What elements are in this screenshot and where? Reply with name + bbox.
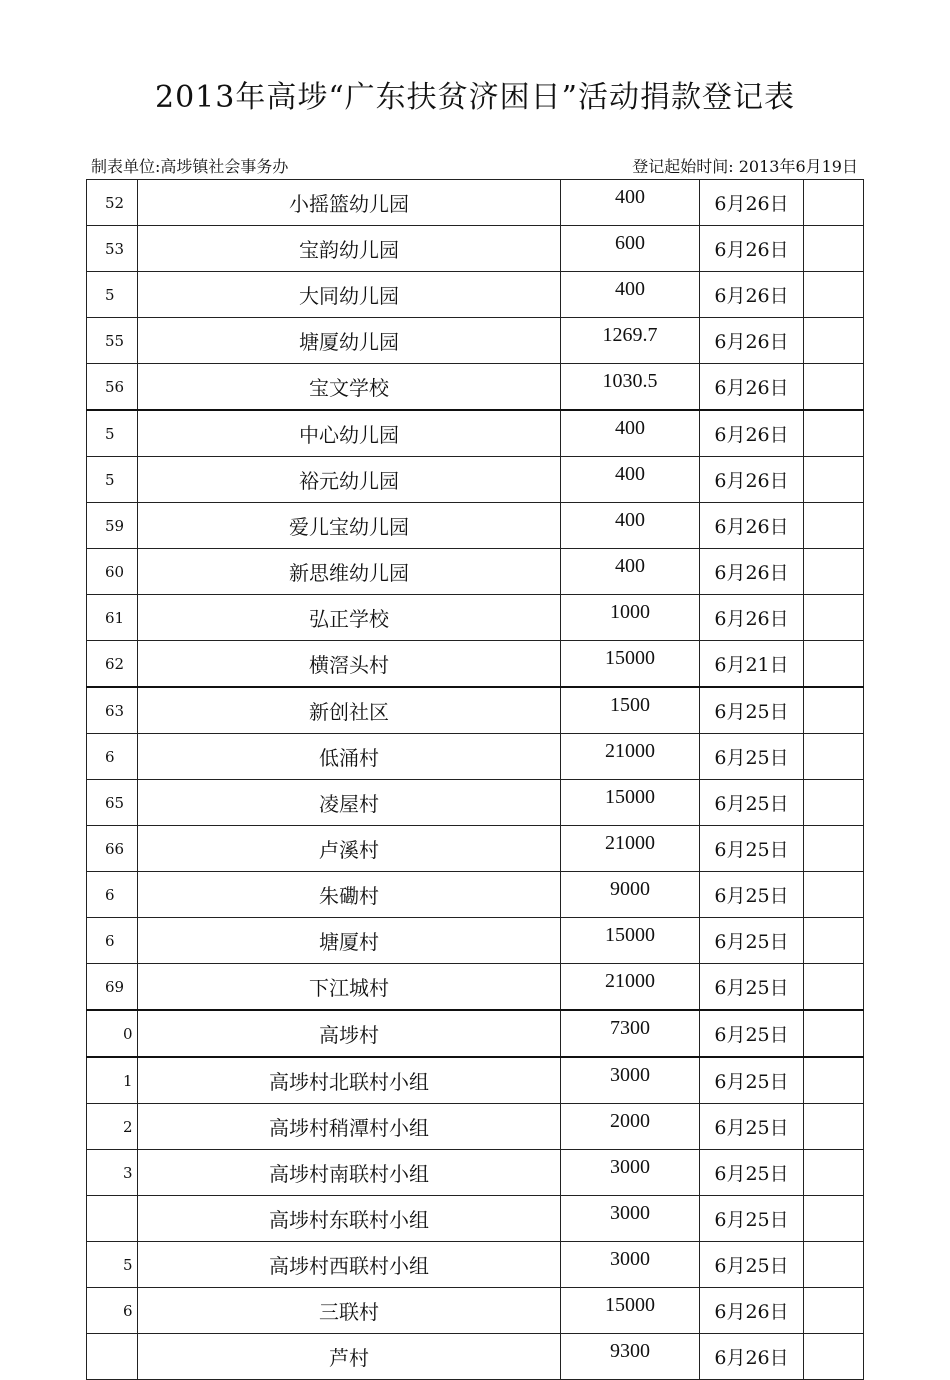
- row-number: 63: [87, 687, 138, 734]
- row-number: 60: [87, 549, 138, 595]
- row-number: 62: [87, 641, 138, 688]
- donation-date: 6月26日: [700, 272, 804, 318]
- row-number: 66: [87, 826, 138, 872]
- donor-name: 小摇篮幼儿园: [138, 180, 561, 226]
- donation-date: 6月26日: [700, 549, 804, 595]
- remarks-cell: [804, 226, 864, 272]
- remarks-cell: [804, 826, 864, 872]
- donation-amount: 15000: [561, 641, 700, 688]
- table-row: [87, 180, 864, 226]
- donor-name: 新创社区: [138, 687, 561, 734]
- donor-name: 芦村: [138, 1334, 561, 1380]
- donor-name: 宝韵幼儿园: [138, 226, 561, 272]
- row-number: 6: [87, 872, 138, 918]
- row-number: [87, 1334, 138, 1380]
- donor-name: 中心幼儿园: [138, 410, 561, 457]
- remarks-cell: [804, 1288, 864, 1334]
- table-row: [87, 734, 864, 780]
- remarks-cell: [804, 872, 864, 918]
- donation-amount: 1030.5: [561, 364, 700, 411]
- donor-name: 爱儿宝幼儿园: [138, 503, 561, 549]
- donor-name: 凌屋村: [138, 780, 561, 826]
- remarks-cell: [804, 1150, 864, 1196]
- row-number: [87, 1196, 138, 1242]
- donation-amount: 3000: [561, 1150, 700, 1196]
- table-row: [87, 1104, 864, 1150]
- prepared-by-unit: 制表单位:高埗镇社会事务办: [91, 157, 289, 176]
- table-row: [87, 272, 864, 318]
- remarks-cell: [804, 918, 864, 964]
- donor-name: 塘厦村: [138, 918, 561, 964]
- row-number: 1: [87, 1057, 138, 1104]
- table-row: [87, 364, 864, 411]
- remarks-cell: [804, 1057, 864, 1104]
- donation-date: 6月26日: [700, 364, 804, 411]
- remarks-cell: [804, 1010, 864, 1057]
- donor-name: 大同幼儿园: [138, 272, 561, 318]
- donation-amount: 7300: [561, 1010, 700, 1057]
- donation-amount: 2000: [561, 1104, 700, 1150]
- row-number: 53: [87, 226, 138, 272]
- remarks-cell: [804, 1242, 864, 1288]
- donation-ledger-table: [86, 179, 864, 1380]
- table-row: [87, 1288, 864, 1334]
- table-row: [87, 318, 864, 364]
- remarks-cell: [804, 734, 864, 780]
- table-row: [87, 687, 864, 734]
- donation-date: 6月25日: [700, 1010, 804, 1057]
- table-row: [87, 1242, 864, 1288]
- donation-amount: 400: [561, 457, 700, 503]
- donation-date: 6月26日: [700, 595, 804, 641]
- donation-amount: 1500: [561, 687, 700, 734]
- donation-amount: 1000: [561, 595, 700, 641]
- donation-date: 6月26日: [700, 457, 804, 503]
- donation-amount: 9300: [561, 1334, 700, 1380]
- table-row: [87, 1334, 864, 1380]
- donor-name: 高埗村: [138, 1010, 561, 1057]
- donation-amount: 15000: [561, 918, 700, 964]
- page-title: 2013年高埗“广东扶贫济困日”活动捐款登记表: [154, 80, 796, 115]
- donation-date: 6月25日: [700, 1150, 804, 1196]
- donation-amount: 21000: [561, 734, 700, 780]
- donation-date: 6月25日: [700, 872, 804, 918]
- row-number: 5: [87, 410, 138, 457]
- table-row: [87, 826, 864, 872]
- donor-name: 高埗村稍潭村小组: [138, 1104, 561, 1150]
- donation-amount: 600: [561, 226, 700, 272]
- donation-date: 6月25日: [700, 826, 804, 872]
- donor-name: 高埗村北联村小组: [138, 1057, 561, 1104]
- donation-date: 6月25日: [700, 780, 804, 826]
- donor-name: 卢溪村: [138, 826, 561, 872]
- remarks-cell: [804, 964, 864, 1011]
- remarks-cell: [804, 503, 864, 549]
- donor-name: 新思维幼儿园: [138, 549, 561, 595]
- row-number: 5: [87, 457, 138, 503]
- donation-date: 6月25日: [700, 734, 804, 780]
- remarks-cell: [804, 364, 864, 411]
- donor-name: 裕元幼儿园: [138, 457, 561, 503]
- donor-name: 下江城村: [138, 964, 561, 1011]
- table-row: [87, 1010, 864, 1057]
- row-number: 3: [87, 1150, 138, 1196]
- donation-amount: 400: [561, 180, 700, 226]
- remarks-cell: [804, 780, 864, 826]
- ledger-body: [87, 180, 864, 1380]
- donor-name: 低涌村: [138, 734, 561, 780]
- remarks-cell: [804, 641, 864, 688]
- donor-name: 高埗村东联村小组: [138, 1196, 561, 1242]
- table-row: [87, 549, 864, 595]
- table-row: [87, 780, 864, 826]
- donation-amount: 400: [561, 549, 700, 595]
- donation-date: 6月21日: [700, 641, 804, 688]
- row-number: 65: [87, 780, 138, 826]
- remarks-cell: [804, 272, 864, 318]
- donation-amount: 3000: [561, 1196, 700, 1242]
- row-number: 69: [87, 964, 138, 1011]
- remarks-cell: [804, 457, 864, 503]
- remarks-cell: [804, 318, 864, 364]
- donation-amount: 21000: [561, 964, 700, 1011]
- donor-name: 高埗村西联村小组: [138, 1242, 561, 1288]
- row-number: 6: [87, 1288, 138, 1334]
- table-row: [87, 918, 864, 964]
- table-row: [87, 457, 864, 503]
- row-number: 0: [87, 1010, 138, 1057]
- donation-amount: 3000: [561, 1242, 700, 1288]
- registration-start-date: 登记起始时间: 2013年6月19日: [632, 157, 858, 176]
- donation-date: 6月26日: [700, 410, 804, 457]
- donation-date: 6月26日: [700, 1288, 804, 1334]
- remarks-cell: [804, 1334, 864, 1380]
- donation-amount: 400: [561, 410, 700, 457]
- table-row: [87, 226, 864, 272]
- row-number: 61: [87, 595, 138, 641]
- remarks-cell: [804, 595, 864, 641]
- row-number: 5: [87, 272, 138, 318]
- donation-date: 6月25日: [700, 1196, 804, 1242]
- donor-name: 横滘头村: [138, 641, 561, 688]
- donation-date: 6月25日: [700, 918, 804, 964]
- remarks-cell: [804, 687, 864, 734]
- donation-amount: 400: [561, 503, 700, 549]
- table-row: [87, 1196, 864, 1242]
- row-number: 56: [87, 364, 138, 411]
- row-number: 5: [87, 1242, 138, 1288]
- row-number: 2: [87, 1104, 138, 1150]
- donation-amount: 21000: [561, 826, 700, 872]
- remarks-cell: [804, 1196, 864, 1242]
- remarks-cell: [804, 1104, 864, 1150]
- donation-date: 6月26日: [700, 226, 804, 272]
- donation-date: 6月26日: [700, 1334, 804, 1380]
- donor-name: 塘厦幼儿园: [138, 318, 561, 364]
- donation-amount: 15000: [561, 780, 700, 826]
- donor-name: 朱磡村: [138, 872, 561, 918]
- table-row: [87, 1057, 864, 1104]
- donation-date: 6月26日: [700, 503, 804, 549]
- donation-date: 6月25日: [700, 687, 804, 734]
- donation-amount: 1269.7: [561, 318, 700, 364]
- row-number: 6: [87, 734, 138, 780]
- table-row: [87, 595, 864, 641]
- donation-date: 6月25日: [700, 1104, 804, 1150]
- table-row: [87, 872, 864, 918]
- table-row: [87, 503, 864, 549]
- donor-name: 高埗村南联村小组: [138, 1150, 561, 1196]
- table-row: [87, 1150, 864, 1196]
- remarks-cell: [804, 410, 864, 457]
- row-number: 59: [87, 503, 138, 549]
- donor-name: 宝文学校: [138, 364, 561, 411]
- table-row: [87, 964, 864, 1011]
- donation-amount: 3000: [561, 1057, 700, 1104]
- row-number: 55: [87, 318, 138, 364]
- donation-date: 6月25日: [700, 1057, 804, 1104]
- donation-amount: 9000: [561, 872, 700, 918]
- remarks-cell: [804, 180, 864, 226]
- remarks-cell: [804, 549, 864, 595]
- donor-name: 弘正学校: [138, 595, 561, 641]
- donation-date: 6月25日: [700, 964, 804, 1011]
- table-row: [87, 410, 864, 457]
- donation-amount: 15000: [561, 1288, 700, 1334]
- donation-amount: 400: [561, 272, 700, 318]
- table-row: [87, 641, 864, 688]
- donation-date: 6月26日: [700, 180, 804, 226]
- row-number: 52: [87, 180, 138, 226]
- row-number: 6: [87, 918, 138, 964]
- donation-date: 6月26日: [700, 318, 804, 364]
- donor-name: 三联村: [138, 1288, 561, 1334]
- donation-date: 6月25日: [700, 1242, 804, 1288]
